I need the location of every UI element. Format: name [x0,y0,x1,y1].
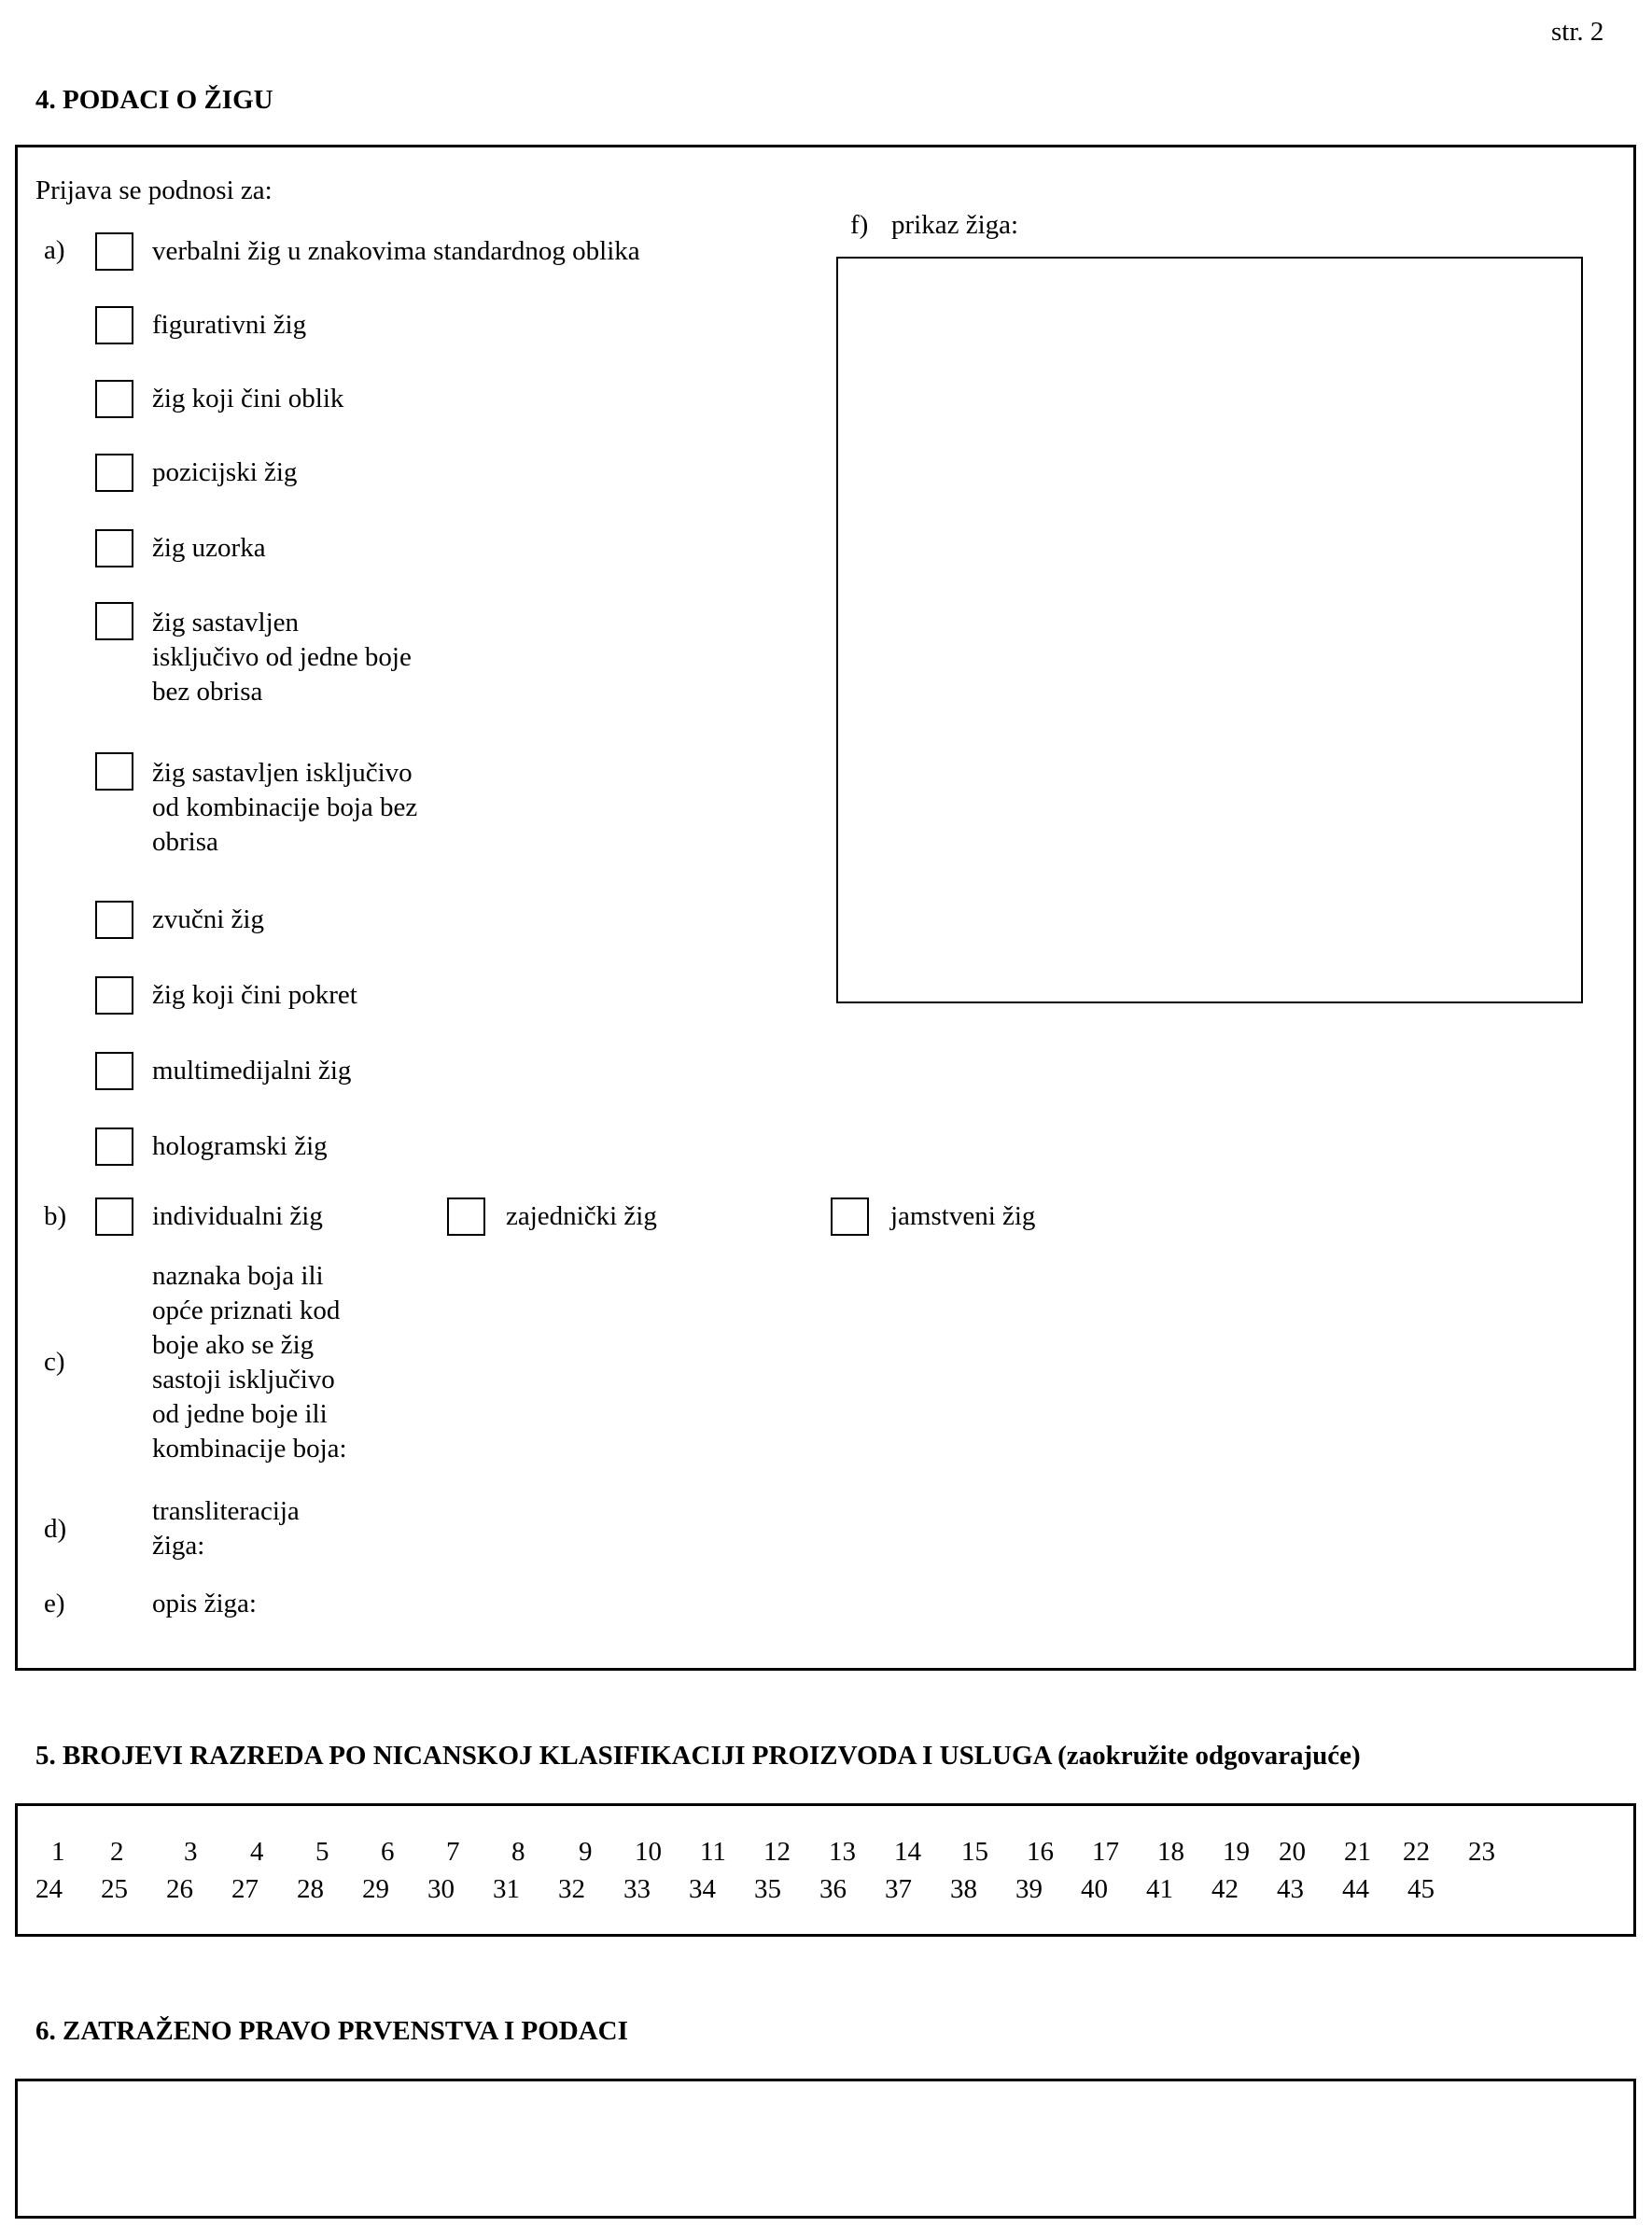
page-number: str. 2 [1551,17,1604,47]
nice-class-18[interactable]: 18 [1157,1837,1184,1867]
guarantee-mark-label: jamstveni žig [890,1201,1036,1231]
mark-type-label: hologramski žig [152,1131,328,1161]
nice-class-1[interactable]: 1 [51,1837,65,1867]
nice-class-20[interactable]: 20 [1279,1837,1306,1867]
nice-class-13[interactable]: 13 [829,1837,856,1867]
nice-class-39[interactable]: 39 [1015,1874,1043,1904]
mark-type-label: multimedijalni žig [152,1056,352,1085]
nice-class-11[interactable]: 11 [700,1837,726,1867]
collective-mark-label: zajednički žig [506,1201,657,1231]
nice-classes-box [15,1803,1636,1937]
guarantee-mark-checkbox[interactable] [831,1198,869,1236]
individual-mark-label: individualni žig [152,1201,323,1231]
nice-class-36[interactable]: 36 [819,1874,847,1904]
nice-class-38[interactable]: 38 [950,1874,977,1904]
mark-type-checkbox[interactable] [95,976,133,1015]
mark-type-checkbox[interactable] [95,752,133,791]
section-4-heading: 4. PODACI O ŽIGU [35,85,273,115]
section-5-heading: 5. BROJEVI RAZREDA PO NICANSKOJ KLASIFIKACIJI PROIZVODA I USLUGA (zaokružite odgovarajuće) [35,1741,1361,1771]
nice-class-5[interactable]: 5 [315,1837,329,1867]
nice-class-40[interactable]: 40 [1081,1874,1108,1904]
section-6-heading: 6. ZATRAŽENO PRAVO PRVENSTVA I PODACI [35,2016,628,2046]
nice-class-15[interactable]: 15 [961,1837,988,1867]
mark-type-label: žig koji čini oblik [152,384,344,413]
f-label: f) [850,210,869,240]
mark-type-label: žig sastavljen isključivo od jedne boje bez obrisa [152,608,412,707]
mark-type-checkbox[interactable] [95,1128,133,1166]
nice-class-29[interactable]: 29 [362,1874,389,1904]
nice-class-34[interactable]: 34 [689,1874,716,1904]
nice-class-2[interactable]: 2 [110,1837,124,1867]
a-label: a) [44,235,65,265]
mark-representation-area[interactable] [836,257,1583,1003]
nice-class-21[interactable]: 21 [1344,1837,1371,1867]
mark-type-checkbox[interactable] [95,232,133,271]
nice-class-16[interactable]: 16 [1027,1837,1054,1867]
description-label: opis žiga: [152,1589,257,1618]
priority-claim-box[interactable] [15,2079,1636,2219]
mark-type-label: figurativni žig [152,310,307,340]
nice-class-41[interactable]: 41 [1146,1874,1173,1904]
nice-class-30[interactable]: 30 [427,1874,455,1904]
nice-class-37[interactable]: 37 [885,1874,912,1904]
nice-class-35[interactable]: 35 [754,1874,781,1904]
nice-class-33[interactable]: 33 [623,1874,651,1904]
intro-text: Prijava se podnosi za: [35,175,273,205]
nice-class-9[interactable]: 9 [579,1837,593,1867]
nice-class-31[interactable]: 31 [493,1874,520,1904]
mark-type-label: zvučni žig [152,904,264,934]
nice-class-8[interactable]: 8 [511,1837,525,1867]
mark-type-checkbox[interactable] [95,1052,133,1090]
mark-type-checkbox[interactable] [95,454,133,492]
nice-class-3[interactable]: 3 [184,1837,198,1867]
mark-type-checkbox[interactable] [95,529,133,567]
nice-class-4[interactable]: 4 [250,1837,264,1867]
nice-class-26[interactable]: 26 [166,1874,193,1904]
nice-class-23[interactable]: 23 [1468,1837,1495,1867]
nice-class-32[interactable]: 32 [558,1874,585,1904]
nice-class-43[interactable]: 43 [1277,1874,1304,1904]
mark-type-label: pozicijski žig [152,457,298,487]
nice-class-28[interactable]: 28 [297,1874,324,1904]
mark-representation-label: prikaz žiga: [891,210,1019,240]
nice-class-44[interactable]: 44 [1342,1874,1369,1904]
nice-class-19[interactable]: 19 [1223,1837,1250,1867]
mark-type-checkbox[interactable] [95,380,133,418]
mark-type-label: verbalni žig u znakovima standardnog oblika [152,236,640,266]
mark-type-checkbox[interactable] [95,602,133,640]
nice-class-6[interactable]: 6 [381,1837,395,1867]
b-label: b) [44,1201,67,1231]
color-indication-label: naznaka boja ili opće priznati kod boje ako se žig sastoji isključivo od jedne boje ili kombinacije boja: [152,1261,347,1464]
mark-type-checkbox[interactable] [95,901,133,939]
e-label: e) [44,1589,65,1618]
individual-mark-checkbox[interactable] [95,1198,133,1236]
transliteration-label: transliteracija žiga: [152,1496,300,1561]
nice-class-24[interactable]: 24 [35,1874,63,1904]
nice-class-27[interactable]: 27 [231,1874,259,1904]
nice-class-17[interactable]: 17 [1092,1837,1119,1867]
mark-type-label: žig sastavljen isključivo od kombinacije boja bez obrisa [152,758,418,857]
mark-type-checkbox[interactable] [95,306,133,344]
nice-class-42[interactable]: 42 [1211,1874,1239,1904]
nice-class-14[interactable]: 14 [894,1837,921,1867]
nice-class-22[interactable]: 22 [1403,1837,1430,1867]
mark-type-label: žig koji čini pokret [152,980,357,1010]
nice-class-12[interactable]: 12 [763,1837,791,1867]
nice-class-10[interactable]: 10 [635,1837,662,1867]
collective-mark-checkbox[interactable] [447,1198,485,1236]
nice-class-7[interactable]: 7 [446,1837,460,1867]
d-label: d) [44,1514,67,1544]
c-label: c) [44,1347,65,1377]
nice-class-25[interactable]: 25 [101,1874,128,1904]
nice-class-45[interactable]: 45 [1407,1874,1435,1904]
mark-type-label: žig uzorka [152,533,266,563]
